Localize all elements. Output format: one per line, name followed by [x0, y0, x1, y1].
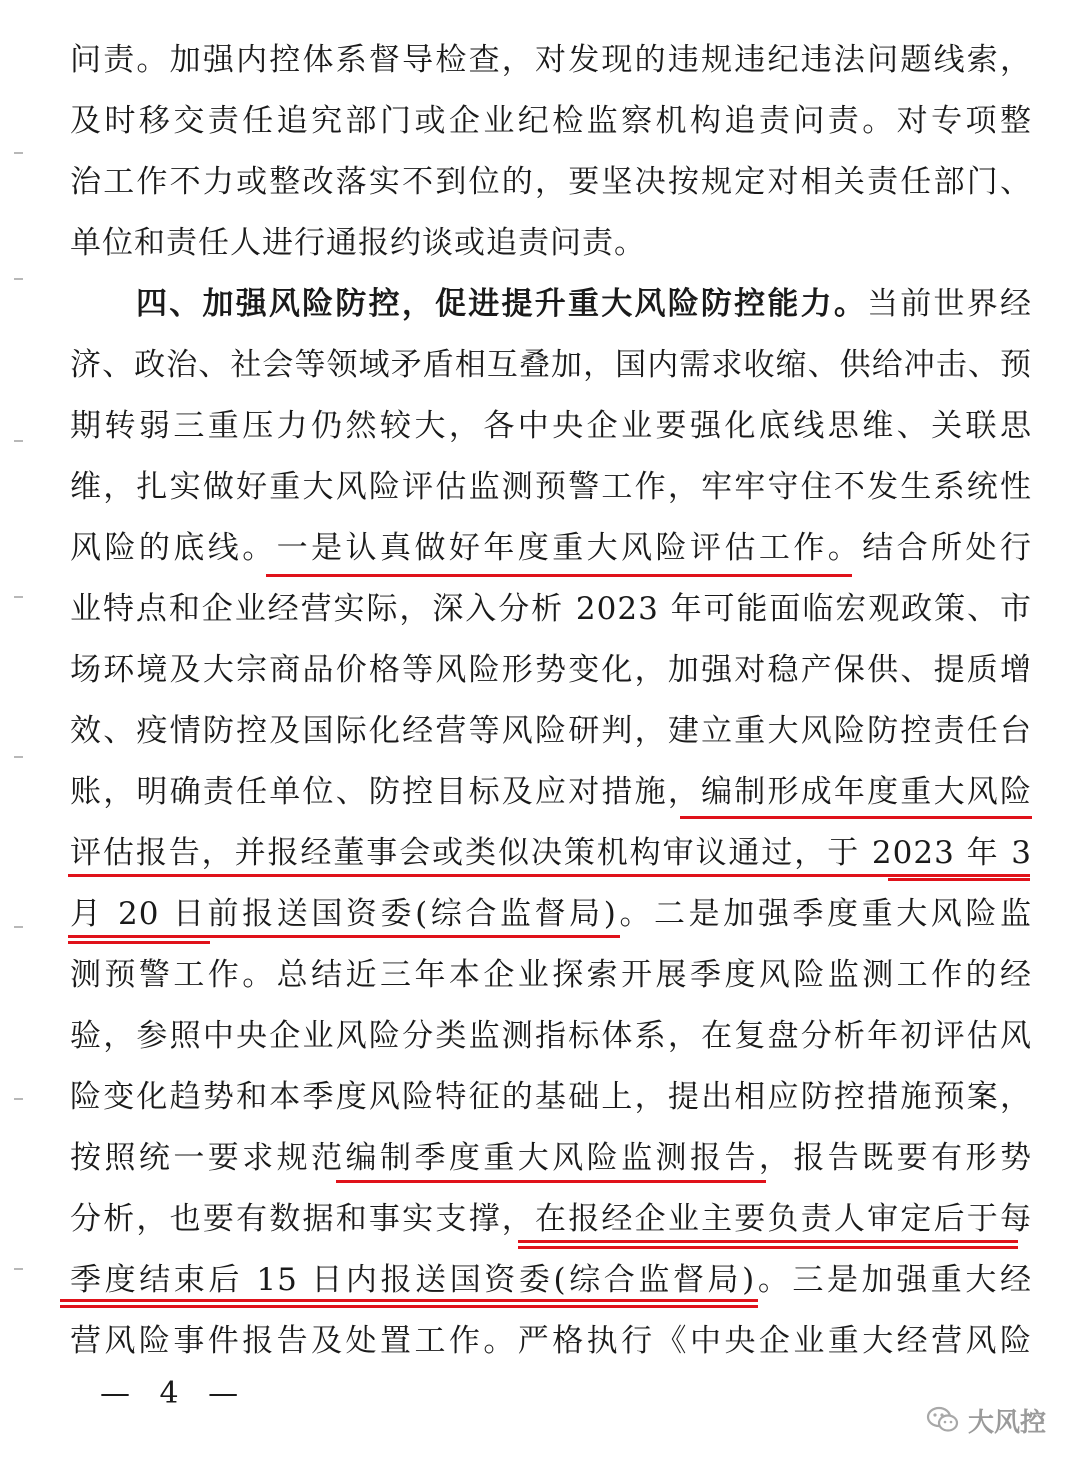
watermark-text: 大风控 [968, 1407, 1047, 1438]
margin-tick [14, 1268, 23, 1270]
red-underline [518, 1240, 1018, 1243]
text-line: 单位和责任人进行通报约谈或追责问责。 [70, 225, 646, 261]
text-line: 营风险事件报告及处置工作。严格执行《中央企业重大经营风险 [70, 1323, 1032, 1359]
text-line: 分析，也要有数据和事实支撑，在报经企业主要负责人审定后于每 [70, 1201, 1032, 1237]
red-underline [680, 816, 1032, 819]
text-line: 风险的底线。一是认真做好年度重大风险评估工作。结合所处行 [70, 530, 1032, 566]
text-line: 测预警工作。总结近三年本企业探索开展季度风险监测工作的经 [70, 957, 1032, 993]
text-line: 期转弱三重压力仍然较大，各中央企业要强化底线思维、关联思 [70, 408, 1032, 444]
margin-tick [14, 926, 23, 928]
watermark [926, 1400, 1046, 1440]
red-underline [68, 874, 1030, 877]
margin-tick [14, 440, 23, 442]
text-line: 账，明确责任单位、防控目标及应对措施，编制形成年度重大风险 [70, 774, 1032, 810]
red-underline [518, 1246, 1018, 1249]
text-line: 问责。加强内控体系督导检查，对发现的违规违纪违法问题线索， [70, 42, 1032, 78]
red-underline [68, 941, 210, 944]
text-line: 及时移交责任追究部门或企业纪检监察机构追责问责。对专项整 [70, 103, 1032, 139]
text-line: 评估报告，并报经董事会或类似决策机构审议通过，于 2023 年 3 [70, 835, 1032, 871]
red-underline [60, 1299, 758, 1302]
margin-tick [14, 152, 23, 154]
margin-tick [14, 278, 23, 280]
text-line: 维，扎实做好重大风险评估监测预警工作，牢牢守住不发生系统性 [70, 469, 1032, 505]
text-line: 险变化趋势和本季度风险特征的基础上，提出相应防控措施预案， [70, 1079, 1032, 1115]
text-line: 季度结束后 15 日内报送国资委(综合监督局)。三是加强重大经 [70, 1262, 1032, 1298]
section-heading: 四、加强风险防控，促进提升重大风险防控能力。 [136, 286, 868, 322]
text-line: 业特点和企业经营实际，深入分析 2023 年可能面临宏观政策、市 [70, 591, 1032, 627]
red-underline [266, 574, 852, 577]
red-underline [68, 935, 620, 938]
margin-tick [14, 1098, 23, 1100]
page-number: — 4 — [100, 1376, 249, 1411]
text-line: 效、疫情防控及国际化经营等风险研判，建立重大风险防控责任台 [70, 713, 1032, 749]
text-line: 治工作不力或整改落实不到位的，要坚决按规定对相关责任部门、 [70, 164, 1032, 200]
text-line: 按照统一要求规范编制季度重大风险监测报告，报告既要有形势 [70, 1140, 1032, 1176]
text-line: 场环境及大宗商品价格等风险形势变化，加强对稳产保供、提质增 [70, 652, 1032, 688]
section-heading-line [136, 279, 1032, 329]
text-segment: 当前世界经 [867, 286, 1032, 322]
wechat-icon [926, 1405, 960, 1435]
red-underline [888, 878, 1030, 881]
margin-tick [14, 756, 23, 758]
text-line: 月 20 日前报送国资委(综合监督局)。二是加强季度重大风险监 [70, 896, 1032, 932]
text-line: 济、政治、社会等领域矛盾相互叠加，国内需求收缩、供给冲击、预 [70, 347, 1032, 383]
red-underline [60, 1305, 758, 1308]
red-underline [336, 1180, 766, 1183]
margin-tick [14, 596, 23, 598]
text-line: 验，参照中央企业风险分类监测指标体系，在复盘分析年初评估风 [70, 1018, 1032, 1054]
